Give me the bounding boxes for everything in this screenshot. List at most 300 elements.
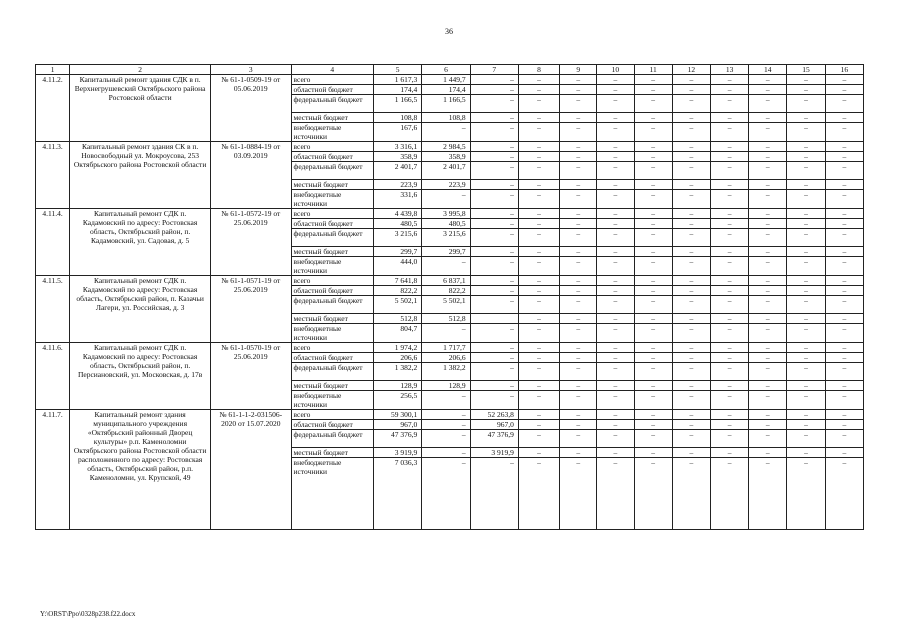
table-row [36,343,864,353]
amount-col-10: – [597,420,634,430]
amount-col-13: – [710,286,748,296]
amount-col-15: – [787,353,825,363]
amount-col-12: – [672,247,710,257]
funding-source: областной бюджет [291,420,373,430]
amount-col-7: – [470,247,518,257]
amount-col-16: – [825,75,863,85]
amount-col-11: – [634,324,672,343]
amount-col-10: – [597,209,634,219]
total-amount: 256,5 [374,391,422,410]
expertise-conclusion: № 61-1-0572-19 от 25.06.2019 [211,209,291,276]
amount-col-6: 1 166,5 [422,95,470,113]
amount-col-16: – [825,142,863,152]
budget-table [35,64,864,530]
amount-col-7: – [470,85,518,95]
column-number: 1 [36,65,70,75]
amount-col-12: – [672,363,710,381]
amount-col-11: – [634,286,672,296]
amount-col-14: – [749,247,787,257]
amount-col-14: – [749,420,787,430]
amount-col-8: – [518,353,559,363]
amount-col-12: – [672,75,710,85]
amount-col-13: – [710,162,748,180]
object-name: Капитальный ремонт здания СДК в п. Верхнегрушевский Октябрьского района Ростовской области [70,75,211,142]
amount-col-13: – [710,430,748,448]
amount-col-6: 206,6 [422,353,470,363]
amount-col-10: – [597,314,634,324]
funding-source: областной бюджет [291,85,373,95]
amount-col-14: – [749,363,787,381]
amount-col-13: – [710,343,748,353]
amount-col-7: – [470,343,518,353]
amount-col-9: – [560,430,597,448]
amount-col-11: – [634,343,672,353]
total-amount: 206,6 [374,353,422,363]
total-amount: 1 166,5 [374,95,422,113]
amount-col-8: – [518,391,559,410]
funding-source: всего [291,410,373,420]
amount-col-12: – [672,381,710,391]
column-number: 15 [787,65,825,75]
amount-col-15: – [787,219,825,229]
amount-col-12: – [672,162,710,180]
amount-col-8: – [518,75,559,85]
page-number: 36 [445,27,453,36]
amount-col-14: – [749,190,787,209]
amount-col-10: – [597,381,634,391]
amount-col-7: – [470,458,518,530]
amount-col-7: – [470,142,518,152]
amount-col-8: – [518,113,559,123]
amount-col-11: – [634,420,672,430]
amount-col-12: – [672,152,710,162]
amount-col-15: – [787,430,825,448]
amount-col-13: – [710,257,748,276]
amount-col-10: – [597,75,634,85]
amount-col-13: – [710,314,748,324]
amount-col-14: – [749,410,787,420]
amount-col-11: – [634,85,672,95]
amount-col-12: – [672,391,710,410]
amount-col-6: 822,2 [422,286,470,296]
amount-col-7: – [470,353,518,363]
total-amount: 3 919,9 [374,448,422,458]
funding-source: всего [291,75,373,85]
amount-col-15: – [787,343,825,353]
funding-source: федеральный бюджет [291,95,373,113]
funding-source: внебюджетные источники [291,123,373,142]
amount-col-14: – [749,458,787,530]
amount-col-13: – [710,448,748,458]
amount-col-9: – [560,95,597,113]
amount-col-7: – [470,190,518,209]
amount-col-16: – [825,276,863,286]
amount-col-11: – [634,113,672,123]
amount-col-7: – [470,286,518,296]
total-amount: 4 439,8 [374,209,422,219]
amount-col-7: – [470,276,518,286]
amount-col-12: – [672,180,710,190]
amount-col-6: 2 401,7 [422,162,470,180]
file-path-footer: Y:\ORST\Ppo\0328p238.f22.docx [40,610,136,618]
total-amount: 3 215,6 [374,229,422,247]
amount-col-6: – [422,410,470,420]
column-number: 3 [211,65,291,75]
amount-col-16: – [825,420,863,430]
amount-col-11: – [634,410,672,420]
column-number-row [36,65,864,75]
funding-source: местный бюджет [291,381,373,391]
funding-source: внебюджетные источники [291,458,373,530]
amount-col-14: – [749,430,787,448]
amount-col-12: – [672,458,710,530]
amount-col-8: – [518,458,559,530]
amount-col-10: – [597,448,634,458]
amount-col-11: – [634,314,672,324]
amount-col-11: – [634,363,672,381]
amount-col-7: – [470,363,518,381]
object-name: Капитальный ремонт здания муниципального учреждения «Октябрьский районный Дворец культуры» р.п. Каменоломни Октябрьского района Ростовской области расположенного по адресу: Ростовская область, Октябрьский район, р.п. Каменоломни, ул. Крупской, 49 [70,410,211,530]
amount-col-16: – [825,391,863,410]
amount-col-16: – [825,381,863,391]
amount-col-14: – [749,276,787,286]
amount-col-11: – [634,391,672,410]
total-amount: 174,4 [374,85,422,95]
amount-col-12: – [672,314,710,324]
column-number: 7 [470,65,518,75]
column-number: 16 [825,65,863,75]
amount-col-16: – [825,123,863,142]
amount-col-6: – [422,448,470,458]
amount-col-6: – [422,257,470,276]
amount-col-8: – [518,276,559,286]
amount-col-15: – [787,296,825,314]
amount-col-11: – [634,257,672,276]
total-amount: 1 974,2 [374,343,422,353]
amount-col-16: – [825,247,863,257]
amount-col-15: – [787,324,825,343]
amount-col-15: – [787,229,825,247]
amount-col-7: – [470,123,518,142]
amount-col-10: – [597,180,634,190]
amount-col-6: – [422,123,470,142]
table-row [36,75,864,85]
amount-col-15: – [787,286,825,296]
amount-col-8: – [518,363,559,381]
amount-col-8: – [518,162,559,180]
amount-col-6: – [422,391,470,410]
total-amount: 2 401,7 [374,162,422,180]
amount-col-6: 5 502,1 [422,296,470,314]
amount-col-11: – [634,123,672,142]
object-name: Капитальный ремонт здания СК в п. Новосвободный ул. Мокроусова, 253 Октябрьского района Ростовской области [70,142,211,209]
expertise-conclusion: № 61-1-0884-19 от 03.09.2019 [211,142,291,209]
amount-col-11: – [634,229,672,247]
amount-col-9: – [560,343,597,353]
funding-source: федеральный бюджет [291,229,373,247]
item-number: 4.11.3. [36,142,70,209]
funding-source: областной бюджет [291,353,373,363]
total-amount: 59 300,1 [374,410,422,420]
amount-col-16: – [825,286,863,296]
amount-col-16: – [825,85,863,95]
amount-col-12: – [672,420,710,430]
amount-col-8: – [518,229,559,247]
amount-col-6: 3 995,8 [422,209,470,219]
amount-col-8: – [518,85,559,95]
expertise-conclusion: № 61-1-1-2-031506-2020 от 15.07.2020 [211,410,291,530]
object-name: Капитальный ремонт СДК п. Кадамовский по адресу: Ростовская область, Октябрьский район, п. Казачьи Лагери, ул. Российская, д. 3 [70,276,211,343]
amount-col-11: – [634,95,672,113]
amount-col-7: – [470,75,518,85]
amount-col-9: – [560,152,597,162]
amount-col-7: 967,0 [470,420,518,430]
amount-col-14: – [749,219,787,229]
amount-col-16: – [825,190,863,209]
amount-col-15: – [787,152,825,162]
amount-col-13: – [710,391,748,410]
amount-col-9: – [560,142,597,152]
amount-col-12: – [672,324,710,343]
amount-col-16: – [825,180,863,190]
amount-col-7: – [470,381,518,391]
amount-col-15: – [787,276,825,286]
total-amount: 331,6 [374,190,422,209]
column-number: 10 [597,65,634,75]
amount-col-15: – [787,162,825,180]
amount-col-9: – [560,257,597,276]
amount-col-8: – [518,95,559,113]
amount-col-13: – [710,324,748,343]
amount-col-6: 1 449,7 [422,75,470,85]
funding-source: областной бюджет [291,286,373,296]
amount-col-15: – [787,257,825,276]
table-row [36,142,864,152]
amount-col-8: – [518,324,559,343]
amount-col-10: – [597,123,634,142]
amount-col-15: – [787,314,825,324]
amount-col-10: – [597,85,634,95]
total-amount: 223,9 [374,180,422,190]
amount-col-13: – [710,180,748,190]
amount-col-16: – [825,219,863,229]
amount-col-13: – [710,363,748,381]
total-amount: 167,6 [374,123,422,142]
amount-col-11: – [634,247,672,257]
amount-col-15: – [787,190,825,209]
column-number: 4 [291,65,373,75]
amount-col-14: – [749,142,787,152]
amount-col-14: – [749,314,787,324]
amount-col-13: – [710,152,748,162]
amount-col-15: – [787,363,825,381]
amount-col-13: – [710,353,748,363]
amount-col-11: – [634,152,672,162]
amount-col-14: – [749,391,787,410]
amount-col-15: – [787,247,825,257]
amount-col-9: – [560,209,597,219]
amount-col-9: – [560,391,597,410]
amount-col-8: – [518,247,559,257]
amount-col-16: – [825,430,863,448]
amount-col-14: – [749,209,787,219]
amount-col-15: – [787,180,825,190]
table-row [36,410,864,420]
amount-col-12: – [672,85,710,95]
amount-col-7 [470,314,518,324]
total-amount: 299,7 [374,247,422,257]
amount-col-11: – [634,430,672,448]
amount-col-13: – [710,381,748,391]
amount-col-14: – [749,152,787,162]
amount-col-16: – [825,296,863,314]
amount-col-9: – [560,85,597,95]
amount-col-13: – [710,296,748,314]
amount-col-10: – [597,142,634,152]
amount-col-12: – [672,209,710,219]
amount-col-7: – [470,219,518,229]
amount-col-9: – [560,276,597,286]
funding-source: внебюджетные источники [291,391,373,410]
amount-col-9: – [560,75,597,85]
column-number: 11 [634,65,672,75]
amount-col-12: – [672,276,710,286]
column-number: 13 [710,65,748,75]
amount-col-13: – [710,209,748,219]
amount-col-10: – [597,113,634,123]
amount-col-15: – [787,209,825,219]
amount-col-14: – [749,353,787,363]
funding-source: федеральный бюджет [291,363,373,381]
amount-col-12: – [672,190,710,209]
amount-col-15: – [787,448,825,458]
amount-col-10: – [597,324,634,343]
total-amount: 7 641,8 [374,276,422,286]
amount-col-6: 299,7 [422,247,470,257]
amount-col-15: – [787,410,825,420]
amount-col-7: – [470,180,518,190]
total-amount: 108,8 [374,113,422,123]
amount-col-12: – [672,353,710,363]
amount-col-10: – [597,458,634,530]
amount-col-13: – [710,247,748,257]
amount-col-12: – [672,343,710,353]
amount-col-7: – [470,113,518,123]
amount-col-15: – [787,75,825,85]
amount-col-11: – [634,209,672,219]
amount-col-16: – [825,257,863,276]
amount-col-9: – [560,113,597,123]
funding-source: областной бюджет [291,219,373,229]
amount-col-11: – [634,142,672,152]
total-amount: 358,9 [374,152,422,162]
amount-col-11: – [634,448,672,458]
amount-col-8: – [518,209,559,219]
amount-col-10: – [597,229,634,247]
amount-col-10: – [597,190,634,209]
amount-col-13: – [710,420,748,430]
funding-source: внебюджетные источники [291,190,373,209]
amount-col-15: – [787,142,825,152]
amount-col-9: – [560,353,597,363]
amount-col-8: – [518,343,559,353]
amount-col-13: – [710,276,748,286]
amount-col-15: – [787,95,825,113]
amount-col-14: – [749,286,787,296]
amount-col-14: – [749,448,787,458]
amount-col-6: 480,5 [422,219,470,229]
amount-col-12: – [672,219,710,229]
amount-col-10: – [597,343,634,353]
amount-col-14: – [749,343,787,353]
amount-col-8: – [518,314,559,324]
total-amount: 5 502,1 [374,296,422,314]
amount-col-10: – [597,152,634,162]
funding-source: областной бюджет [291,152,373,162]
amount-col-8: – [518,410,559,420]
object-name: Капитальный ремонт СДК п. Кадамовский по адресу: Ростовская область, Октябрьский район, п. Персиановский, ул. Московская, д. 17в [70,343,211,410]
item-number: 4.11.2. [36,75,70,142]
amount-col-14: – [749,324,787,343]
amount-col-7: – [470,324,518,343]
amount-col-7: – [470,162,518,180]
total-amount: 480,5 [374,219,422,229]
amount-col-6: 1 382,2 [422,363,470,381]
amount-col-11: – [634,219,672,229]
item-number: 4.11.5. [36,276,70,343]
amount-col-6: 223,9 [422,180,470,190]
amount-col-13: – [710,75,748,85]
amount-col-7: 3 919,9 [470,448,518,458]
amount-col-16: – [825,363,863,381]
funding-source: федеральный бюджет [291,162,373,180]
total-amount: 7 036,3 [374,458,422,530]
amount-col-16: – [825,209,863,219]
funding-source: местный бюджет [291,247,373,257]
amount-col-10: – [597,95,634,113]
amount-col-16: – [825,95,863,113]
amount-col-7: – [470,391,518,410]
funding-source: местный бюджет [291,314,373,324]
amount-col-8: – [518,123,559,142]
amount-col-12: – [672,113,710,123]
amount-col-16: – [825,152,863,162]
amount-col-11: – [634,180,672,190]
amount-col-12: – [672,286,710,296]
column-number: 6 [422,65,470,75]
amount-col-10: – [597,363,634,381]
amount-col-9: – [560,381,597,391]
funding-source: федеральный бюджет [291,430,373,448]
amount-col-9: – [560,219,597,229]
amount-col-16: – [825,458,863,530]
amount-col-6: 108,8 [422,113,470,123]
amount-col-9: – [560,229,597,247]
amount-col-12: – [672,448,710,458]
amount-col-8: – [518,430,559,448]
amount-col-9: – [560,123,597,142]
amount-col-14: – [749,381,787,391]
amount-col-15: – [787,391,825,410]
amount-col-8: – [518,142,559,152]
amount-col-13: – [710,113,748,123]
amount-col-8: – [518,152,559,162]
amount-col-6: 174,4 [422,85,470,95]
amount-col-13: – [710,229,748,247]
column-number: 12 [672,65,710,75]
amount-col-10: – [597,410,634,420]
total-amount: 822,2 [374,286,422,296]
